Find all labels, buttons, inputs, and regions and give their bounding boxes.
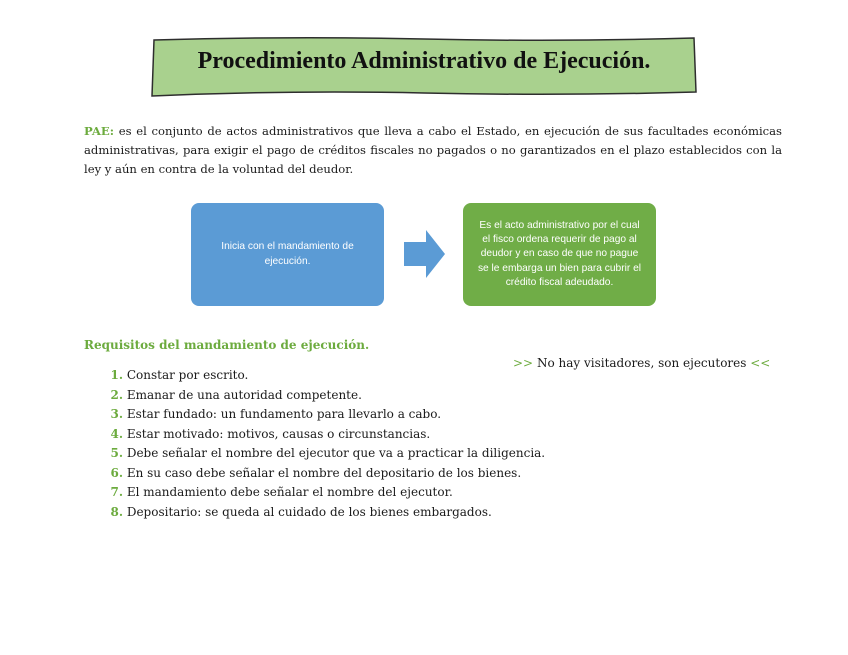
- list-item-text: Emanar de una autoridad competente.: [126, 387, 362, 402]
- list-item-number: 2.: [110, 387, 123, 402]
- list-item-text: Debe señalar el nombre del ejecutor que va a practicar la diligencia.: [126, 446, 546, 460]
- list-item-number: 4.: [110, 426, 123, 441]
- diagram-box-right-text: Es el acto administrativo por el cual el fisco ordena requerir de pago al deudor y en caso de que no pague se le embarga un bien para cubrir el crédito fiscal adeudado.: [477, 219, 642, 288]
- list-item: [100, 425, 545, 445]
- aside-note: [513, 356, 770, 370]
- list-item: [100, 483, 545, 503]
- list-item-number: 6.: [110, 465, 123, 480]
- right-arrow-icon: [402, 229, 446, 279]
- page-title: Procedimiento Administrativo de Ejecución.: [197, 48, 651, 74]
- diagram-box-left-text: Inicia con el mandamiento de ejecución.: [221, 241, 354, 267]
- list-item-number: 5.: [110, 446, 123, 460]
- list-item: [100, 464, 545, 484]
- diagram-box-right: [463, 203, 656, 306]
- aside-open: >>: [513, 356, 534, 370]
- list-item-number: 1.: [110, 368, 123, 382]
- list-item: [100, 366, 545, 386]
- definition-paragraph: [84, 122, 782, 179]
- list-item-text: En su caso debe señalar el nombre del depositario de los bienes.: [126, 465, 522, 480]
- requirements-heading: Requisitos del mandamiento de ejecución.: [84, 338, 370, 352]
- aside-text: No hay visitadores, son ejecutores: [536, 356, 747, 370]
- diagram-box-left: [191, 203, 384, 306]
- list-item-text: Estar motivado: motivos, causas o circunstancias.: [126, 426, 431, 441]
- list-item-text: Constar por escrito.: [126, 368, 249, 382]
- list-item-number: 7.: [110, 485, 123, 499]
- definition-text: es el conjunto de actos administrativos que lleva a cabo el Estado, en ejecución de sus facultades económicas administrativas, para exigir el pago de créditos fiscales no pagados o no garantizados en el plazo establecidos con la ley y aún en contra de la voluntad del deudor.: [84, 124, 783, 176]
- definition-term: PAE:: [84, 124, 114, 138]
- list-item-number: 3.: [110, 407, 123, 421]
- list-item: [100, 386, 545, 406]
- aside-close: <<: [750, 356, 771, 370]
- list-item: [100, 444, 545, 464]
- title-banner: [150, 36, 698, 98]
- list-item-text: El mandamiento debe señalar el nombre del ejecutor.: [126, 485, 453, 499]
- list-item-number: 8.: [110, 504, 123, 519]
- list-item: [100, 503, 545, 523]
- list-item-text: Depositario: se queda al cuidado de los bienes embargados.: [126, 504, 492, 519]
- list-item: [100, 405, 545, 425]
- requirements-list: [100, 366, 545, 522]
- list-item-text: Estar fundado: un fundamento para llevarlo a cabo.: [126, 407, 442, 421]
